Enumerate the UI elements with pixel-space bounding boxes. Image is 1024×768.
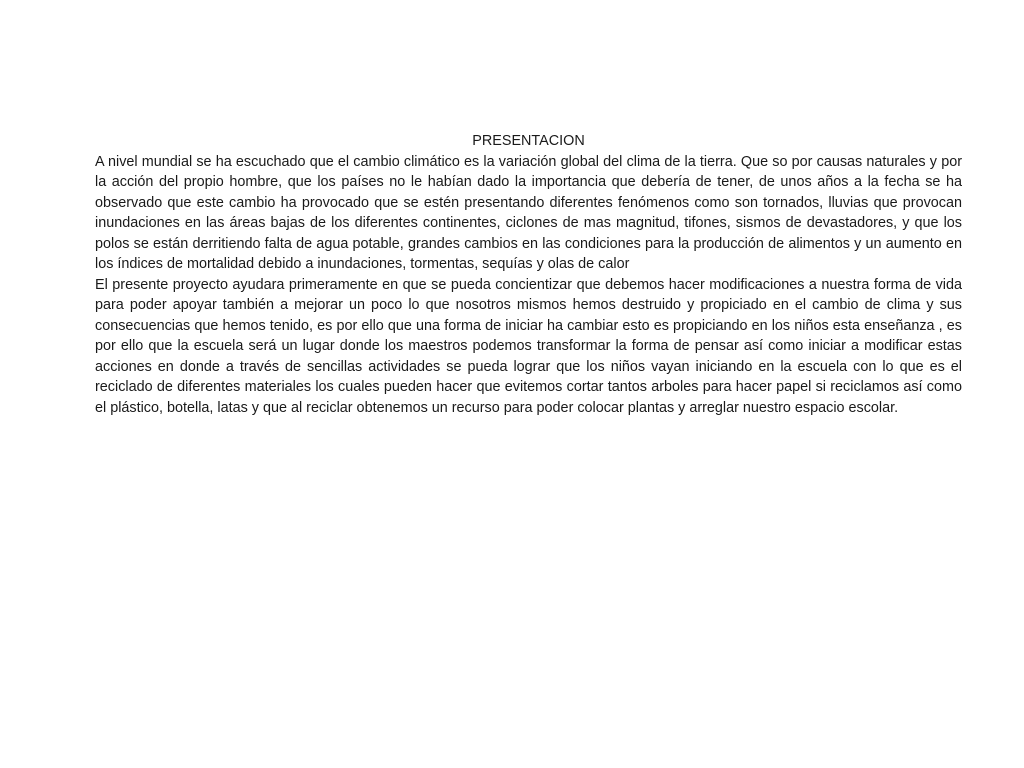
text-block bbox=[95, 131, 962, 418]
document-title: PRESENTACION bbox=[472, 133, 585, 149]
paragraph-intro: A nivel mundial se ha escuchado que el cambio climático es la variación global del clima de la tierra. Que so por causas naturales y por la acción del propio hombre, que los países no le habían dado la importancia que debería de tener, de unos años a la fecha se ha observado que este cambio ha provocado que se estén presentando diferentes fenómenos como son tornados, lluvias que provocan inundaciones en las áreas bajas de los diferentes continentes, ciclones de mas magnitud, tifones, sismos de devastadores, y que los polos se están derritiendo falta de agua potable, grandes cambios en las condiciones para la producción de alimentos y un aumento en los índices de mortalidad debido a inundaciones, tormentas, sequías y olas de calor bbox=[95, 153, 962, 272]
paragraph-project: El presente proyecto ayudara primeramente en que se pueda concientizar que debemos hacer modificaciones a nuestra forma de vida para poder apoyar también a mejorar un poco lo que nosotros mismos hemos destruido y propiciado en el cambio de clima y sus consecuencias que hemos tenido, es por ello que una forma de iniciar ha cambiar esto es propiciando en los niños esta enseñanza , es por ello que la escuela será un lugar donde los maestros podemos transformar la forma de pensar así como iniciar a modificar estas acciones en donde a través de sencillas actividades se pueda lograr que los niños vayan iniciando en la escuela con lo que es el reciclado de diferentes materiales los cuales pueden hacer que evitemos cortar tantos arboles para hacer papel si reciclamos así como el plástico, botella, latas y que al reciclar obtenemos un recurso para poder colocar plantas y arreglar nuestro espacio escolar. bbox=[95, 276, 962, 416]
